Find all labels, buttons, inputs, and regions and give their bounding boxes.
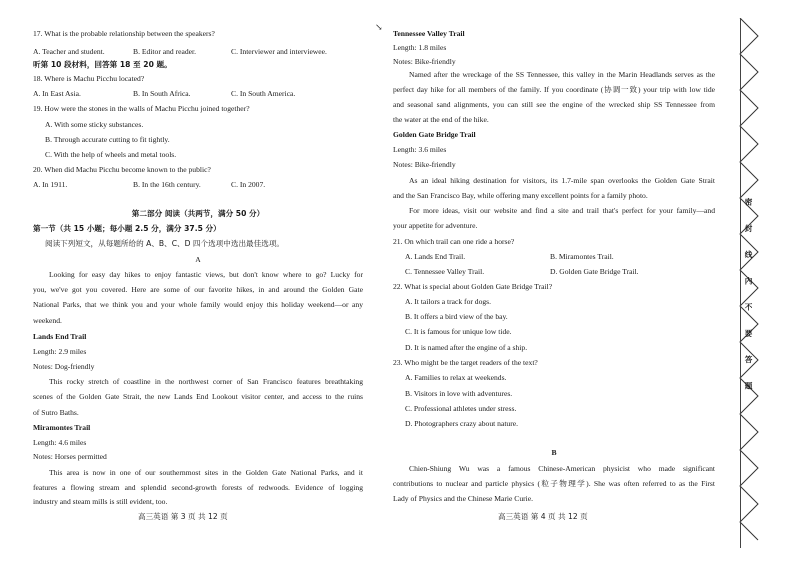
- paragraph-2-line-2: scenes of the Golden Gate Strait, the new Lands End Lookout visitor center, and access to the ruins: [33, 392, 363, 401]
- q19-option-c: C. With the help of wheels and metal tools.: [45, 150, 177, 159]
- lands-end-trail-heading: Lands End Trail: [33, 332, 87, 341]
- question-18: 18. Where is Machu Picchu located?: [33, 74, 145, 83]
- q22-option-d: D. It is named after the engine of a ship.: [405, 343, 528, 352]
- q17-option-a: A. Teacher and student.: [33, 47, 105, 56]
- lands-end-length: Length: 2.9 miles: [33, 347, 87, 356]
- q21-option-b: B. Miramontes Trail.: [550, 252, 614, 261]
- q20-options: [33, 180, 363, 190]
- question-21: 21. On which trail can one ride a horse?: [393, 237, 515, 246]
- question-23: 23. Who might be the target readers of the text?: [393, 358, 538, 367]
- q22-option-b: B. It offers a bird view of the bay.: [405, 312, 508, 321]
- paragraph-1-line-2: you, we've got you covered. Here are some of our favorite hikes, in and around the Golden Gate: [33, 285, 363, 294]
- q22-option-a: A. It tailors a track for dogs.: [405, 297, 492, 306]
- question-17: 17. What is the probable relationship between the speakers?: [33, 29, 215, 38]
- q23-option-b: B. Visitors in love with adventures.: [405, 389, 513, 398]
- paragraph-3-line-2: features a flowing stream and splendid second-growth forests of redwoods. Evidence of logging: [33, 483, 363, 492]
- q23-option-c: C. Professional athletes under stress.: [405, 404, 517, 413]
- q19-option-a: A. With some sticky substances.: [45, 120, 144, 129]
- q18-option-c: C. In South America.: [231, 89, 296, 98]
- q17-option-b: B. Editor and reader.: [133, 47, 197, 56]
- paragraph-1-line-4: weekend.: [33, 316, 62, 325]
- binding-margin: [732, 18, 762, 548]
- q21-options-row-2: [405, 267, 705, 277]
- question-19: 19. How were the stones in the walls of Machu Picchu joined together?: [33, 104, 250, 113]
- paragraph-5-line-2: and the San Francisco Bay, while offering many excellent points for a family photo.: [393, 191, 648, 200]
- paragraph-1-line-1: Looking for easy day hikes to enjoy fantastic views, but don't know where to go? Lucky for: [49, 270, 363, 279]
- q18-options: [33, 89, 363, 99]
- paragraph-3-line-3: industry and steam mills is still evident, too.: [33, 497, 168, 506]
- q18-option-b: B. In South Africa.: [133, 89, 191, 98]
- paragraph-5-line-1: As an ideal hiking destination for visitors, its 1.7-mile span overlooks the Golden Gate Strait: [409, 176, 715, 185]
- q20-option-b: B. In the 16th century.: [133, 180, 201, 189]
- golden-gate-trail-heading: Golden Gate Bridge Trail: [393, 130, 476, 139]
- paragraph-2-line-3: of Sutro Baths.: [33, 408, 79, 417]
- miramontes-notes: Notes: Horses permitted: [33, 452, 107, 461]
- q22-option-c: C. It is famous for unique low tide.: [405, 327, 512, 336]
- right-page-footer: 高三英语 第 4 页 共 12 页: [498, 512, 588, 521]
- q18-option-a: A. In East Asia.: [33, 89, 81, 98]
- paragraph-3-line-1: This area is now in one of our southernmost sites in the Golden Gate National Parks, and it: [49, 468, 363, 477]
- lands-end-notes: Notes: Dog-friendly: [33, 362, 95, 371]
- reading-instructions: 阅读下列短文，从每题所给的 A、B、C、D 四个选项中选出最佳选项。: [45, 239, 285, 248]
- golden-gate-notes: Notes: Bike-friendly: [393, 160, 456, 169]
- paragraph-4-line-2: perfect day hike for all members of the family. If you coordinate (协调一致) your trip with low tide: [393, 85, 715, 94]
- part-two-heading: 第二部分 阅读（共两节，满分 50 分）: [131, 209, 265, 218]
- q21-option-a: A. Lands End Trail.: [405, 252, 466, 261]
- section-one-heading: 第一节（共 15 小题；每小题 2.5 分，满分 37.5 分）: [33, 224, 221, 233]
- paragraph-1-line-3: National Parks, that we think you and your whole family would enjoy this holiday weekend—or any: [33, 300, 363, 309]
- q20-option-c: C. In 2007.: [231, 180, 266, 189]
- question-20: 20. When did Machu Picchu become known to the public?: [33, 165, 211, 174]
- q17-option-c: C. Interviewer and interviewee.: [231, 47, 327, 56]
- miramontes-trail-heading: Miramontes Trail: [33, 423, 91, 432]
- paragraph-4-line-4: the water at the end of the hike.: [393, 115, 489, 124]
- paragraph-6-line-1: For more ideas, visit our website and find a site and trail that's perfect for your family—and: [409, 206, 715, 215]
- binding-warning-text: 密 封 线 内 不 要 答 题: [744, 198, 753, 398]
- q19-option-b: B. Through accurate cutting to fit tightly.: [45, 135, 170, 144]
- tennessee-notes: Notes: Bike-friendly: [393, 57, 456, 66]
- paragraph-4-line-3: and seasonal sand alignments, you can still see the engine of the wrecked ship SS Tennessee from: [393, 100, 715, 109]
- passage-b-label: B: [551, 448, 557, 457]
- paragraph-2-line-1: This rocky stretch of coastline in the northwest corner of San Francisco features breathtaking: [49, 377, 363, 386]
- binding-line: [740, 18, 741, 548]
- q21-option-d: D. Golden Gate Bridge Trail.: [550, 267, 639, 276]
- listening-section-10: 听第 10 段材料，回答第 18 至 20 题。: [33, 60, 172, 69]
- q20-option-a: A. In 1911.: [33, 180, 68, 189]
- paragraph-7-line-3: Lady of Physics and the Chinese Marie Curie.: [393, 494, 534, 503]
- paragraph-6-line-2: your appetite for adventure.: [393, 221, 478, 230]
- golden-gate-length: Length: 3.6 miles: [393, 145, 447, 154]
- tennessee-trail-heading: Tennessee Valley Trail: [393, 29, 465, 38]
- q17-options: [33, 47, 363, 57]
- paragraph-4-line-1: Named after the wreckage of the SS Tennessee, this valley in the Marin Headlands serves as the: [409, 70, 715, 79]
- paragraph-7-line-1: Chien-Shiung Wu was a famous Chinese-American physicist who made significant: [409, 464, 715, 473]
- question-22: 22. What is special about Golden Gate Bridge Trail?: [393, 282, 553, 291]
- left-page-footer: 高三英语 第 3 页 共 12 页: [138, 512, 228, 521]
- q21-option-c: C. Tennessee Valley Trail.: [405, 267, 485, 276]
- passage-a-label: A: [195, 255, 201, 264]
- q21-options-row-1: [405, 252, 705, 262]
- tennessee-length: Length: 1.8 miles: [393, 43, 447, 52]
- paragraph-7-line-2: contributions to nuclear and particle physics (粒子物理学). She was often referred to as the First: [393, 479, 715, 488]
- q23-option-a: A. Families to relax at weekends.: [405, 373, 507, 382]
- scan-mark: ↘: [375, 22, 383, 32]
- q23-option-d: D. Photographers crazy about nature.: [405, 419, 519, 428]
- miramontes-length: Length: 4.6 miles: [33, 438, 87, 447]
